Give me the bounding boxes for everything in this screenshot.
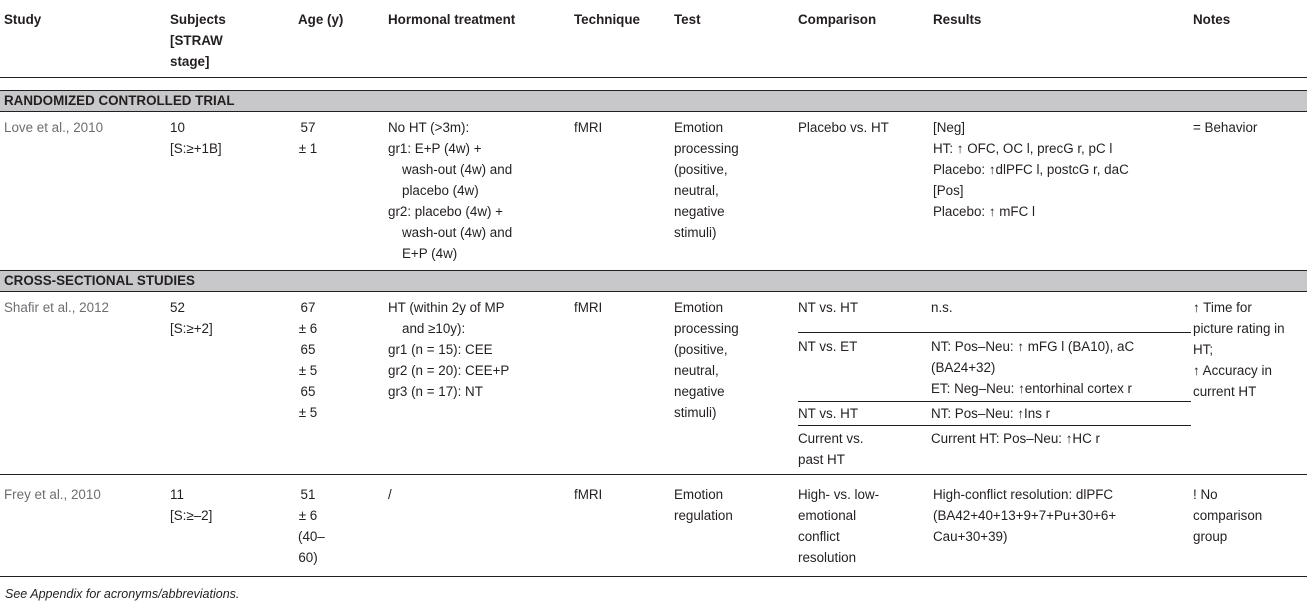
cell-test (674, 292, 798, 475)
cell-line: 65 ± 5 (298, 342, 318, 378)
cell-line: ! No (1193, 487, 1218, 502)
cell-results (931, 426, 1191, 475)
cell-line: NT: Pos–Neu: ↑ mFG l (BA10), aC (931, 339, 1135, 354)
header-study: Study (4, 12, 42, 27)
spacer (0, 78, 1307, 91)
cell-line: ↑ Time for (1193, 300, 1252, 315)
cell-line: group (1193, 529, 1228, 544)
cell-technique: fMRI (574, 487, 603, 502)
cell-line: (positive, (674, 342, 728, 357)
cell-line: gr1 (n = 15): CEE (388, 342, 493, 357)
cell-technique: fMRI (574, 300, 603, 315)
cell-line: Emotion (674, 487, 724, 502)
table-footnote: See Appendix for acronyms/abbreviations. (5, 587, 240, 601)
cell-line: HT; (1193, 342, 1214, 357)
cell-line: [Neg] (933, 120, 966, 135)
subcomparison-row (798, 333, 1191, 402)
cell-line: NT: Pos–Neu: ↑Ins r (931, 406, 1051, 421)
cell-technique: fMRI (574, 120, 603, 135)
cell-line: 67 ± 6 (298, 300, 318, 336)
cell-line: 65 ± 5 (298, 384, 318, 420)
cell-line: negative (674, 384, 725, 399)
cell-line: High- vs. low- (798, 487, 880, 502)
cell-comparison (798, 402, 931, 426)
cell-hormonal (388, 292, 574, 475)
cell-line: Emotion (674, 120, 724, 135)
cell-results (933, 112, 1193, 265)
cell-age (298, 112, 388, 265)
cell-line: emotional (798, 508, 857, 523)
subcomparison-table (798, 292, 1191, 474)
cell-line: NT vs. ET (798, 339, 858, 354)
header-age: Age (y) (298, 12, 344, 27)
cell-line: NT vs. HT (798, 300, 859, 315)
cell-line: gr1: E+P (4w) + (388, 141, 482, 156)
cell-line: neutral, (674, 183, 719, 198)
cell-line: resolution (798, 550, 857, 565)
cell-line: comparison (1193, 508, 1263, 523)
cell-line: wash-out (4w) and (402, 162, 513, 177)
cell-line: (40–60) (298, 529, 325, 565)
cell-line: placebo (4w) (402, 183, 479, 198)
section-title-rct: RANDOMIZED CONTROLLED TRIAL (0, 91, 1307, 112)
cell-line: Placebo vs. HT (798, 120, 889, 135)
cell-line: processing (674, 141, 739, 156)
header-hormonal-treatment: Hormonal treatment (388, 12, 516, 27)
subcomparison-row (798, 426, 1191, 475)
cell-results (931, 402, 1191, 426)
cell-age (298, 292, 388, 475)
cell-line: Emotion (674, 300, 724, 315)
header-test: Test (674, 12, 701, 27)
cell-line: [Pos] (933, 183, 964, 198)
cell-line: No HT (>3m): (388, 120, 470, 135)
cell-line: NT vs. HT (798, 406, 859, 421)
cell-line: (BA24+32) (931, 360, 996, 375)
cell-line: [S:≥+2] (170, 321, 213, 336)
table-row-love (0, 112, 1307, 265)
cell-line: and ≥10y): (402, 321, 466, 336)
cell-results (931, 333, 1191, 402)
table-row-shafir (0, 292, 1307, 475)
cell-notes (1193, 112, 1307, 265)
cell-line: stimuli) (674, 405, 717, 420)
subcomparison-row (798, 292, 1191, 333)
cell-line: Cau+30+39) (933, 529, 1008, 544)
cell-test (674, 112, 798, 265)
cell-line: 10 (170, 120, 185, 135)
header-notes: Notes (1193, 12, 1231, 27)
cell-subjects (170, 112, 298, 265)
cell-study: Love et al., 2010 (4, 120, 104, 135)
subcomparison-row (798, 402, 1191, 426)
cell-comparison (798, 292, 931, 333)
header-subjects-line: [STRAW (170, 33, 223, 48)
cell-line: regulation (674, 508, 733, 523)
section-title-cross-sectional: CROSS-SECTIONAL STUDIES (0, 271, 1307, 292)
cell-line: Placebo: ↑dlPFC l, postcG r, daC (933, 162, 1129, 177)
cell-line: E+P (4w) (402, 246, 458, 261)
cell-subjects (170, 292, 298, 475)
cell-line: negative (674, 204, 725, 219)
cell-test (674, 475, 798, 577)
cell-results (933, 475, 1193, 577)
cell-hormonal (388, 475, 574, 577)
cell-line: / (388, 487, 392, 502)
header-subjects-line: Subjects (170, 12, 226, 27)
cell-line: gr3 (n = 17): NT (388, 384, 483, 399)
header-subjects-line: stage] (170, 54, 210, 69)
cell-line: [S:≥–2] (170, 508, 213, 523)
cell-line: [S:≥+1B] (170, 141, 222, 156)
cell-line: ET: Neg–Neu: ↑entorhinal cortex r (931, 381, 1132, 396)
cell-comparison (798, 333, 931, 402)
table-header (0, 0, 1307, 78)
cell-line: past HT (798, 452, 845, 467)
cell-line: ↑ Accuracy in (1193, 363, 1272, 378)
cell-line: gr2 (n = 20): CEE+P (388, 363, 510, 378)
cell-line: High-conflict resolution: dlPFC (933, 487, 1114, 502)
cell-hormonal (388, 112, 574, 265)
cell-line: 51 ± 6 (298, 487, 318, 523)
cell-line: gr2: placebo (4w) + (388, 204, 503, 219)
cell-line: conflict (798, 529, 840, 544)
cell-line: processing (674, 321, 739, 336)
cell-comparison-results-group (798, 292, 1193, 475)
header-results: Results (933, 12, 982, 27)
cell-line: 11 (170, 487, 184, 502)
header-technique: Technique (574, 12, 640, 27)
cell-line: n.s. (931, 300, 953, 315)
cell-line: HT (within 2y of MP (388, 300, 505, 315)
cell-comparison (798, 475, 933, 577)
cell-line: neutral, (674, 363, 719, 378)
cell-line: wash-out (4w) and (402, 225, 513, 240)
table-row-frey (0, 475, 1307, 577)
cell-line: picture rating in (1193, 321, 1285, 336)
cell-line: HT: ↑ OFC, OC l, precG r, pC l (933, 141, 1113, 156)
cell-line: stimuli) (674, 225, 717, 240)
cell-line: 52 (170, 300, 185, 315)
cell-line: Current HT: Pos–Neu: ↑HC r (931, 431, 1100, 446)
cell-notes (1193, 475, 1307, 577)
header-comparison: Comparison (798, 12, 877, 27)
cell-study: Shafir et al., 2012 (4, 300, 109, 315)
cell-line: (positive, (674, 162, 728, 177)
cell-line: 57 ± 1 (298, 120, 318, 156)
cell-comparison (798, 112, 933, 265)
cell-study: Frey et al., 2010 (4, 487, 101, 502)
cell-subjects (170, 475, 298, 577)
cell-line: Placebo: ↑ mFC l (933, 204, 1035, 219)
cell-line: Current vs. (798, 431, 864, 446)
cell-comparison (798, 426, 931, 475)
header-subjects (170, 0, 298, 78)
cell-notes (1193, 292, 1307, 475)
cell-age (298, 475, 388, 577)
cell-line: current HT (1193, 384, 1257, 399)
cell-line: (BA42+40+13+9+7+Pu+30+6+ (933, 508, 1117, 523)
cell-results (931, 292, 1191, 333)
cell-line: = Behavior (1193, 120, 1258, 135)
